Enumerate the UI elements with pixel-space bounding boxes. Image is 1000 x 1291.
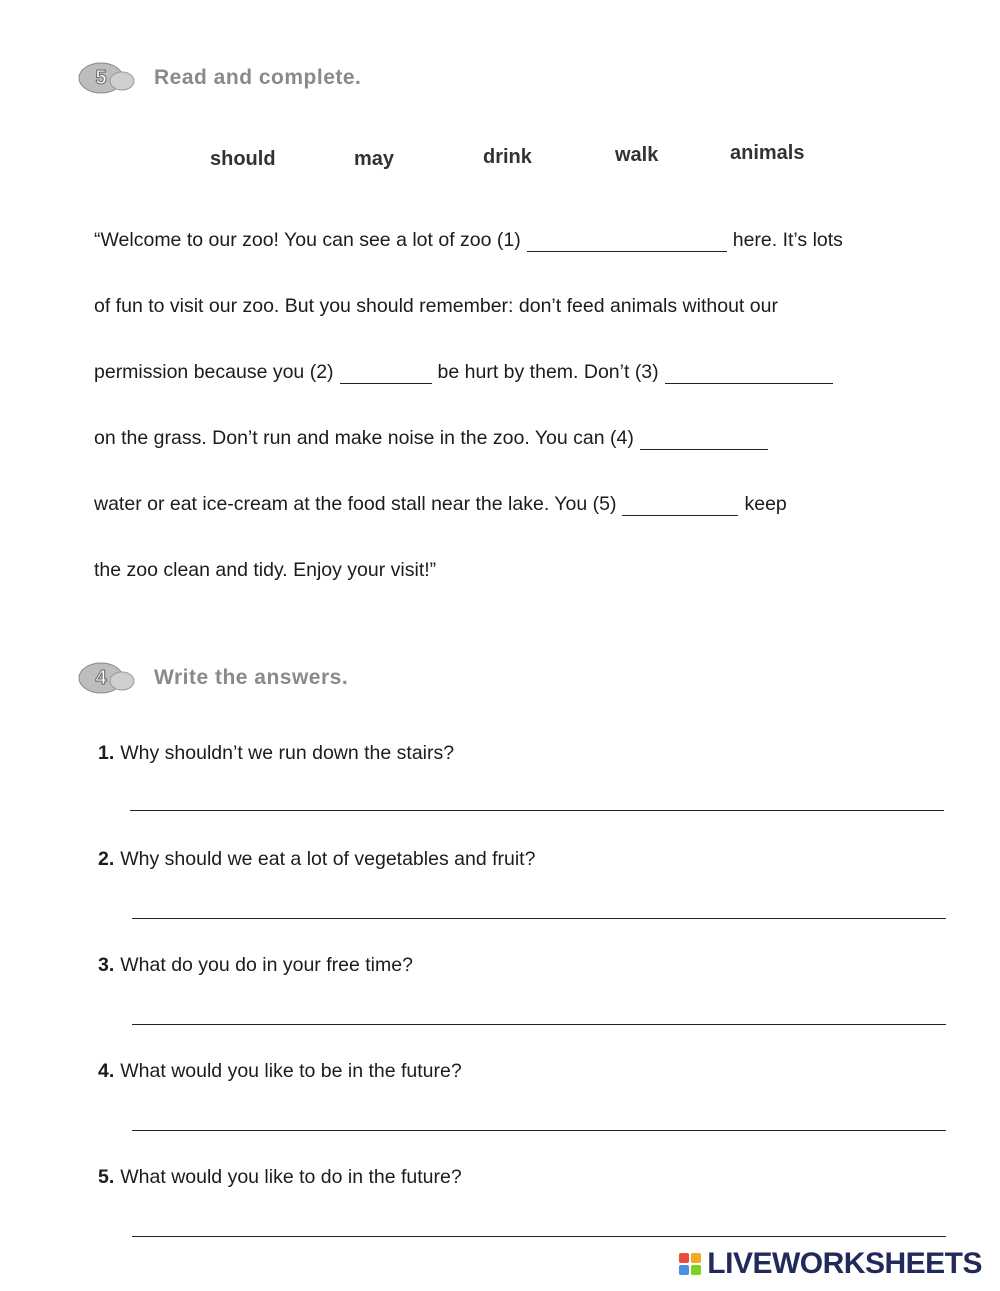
passage-line: “Welcome to our zoo! You can see a lot of zoo (1) here. It’s lots — [94, 229, 843, 251]
word-bank-item: should — [210, 148, 276, 170]
section-number-badge — [78, 61, 138, 95]
word-bank-item: drink — [483, 146, 532, 168]
section-header-read-complete — [78, 58, 361, 98]
logo-square — [679, 1265, 689, 1275]
liveworksheets-logo — [679, 1247, 982, 1281]
blank-4-input[interactable] — [640, 429, 768, 450]
logo-square — [691, 1253, 701, 1263]
logo-square — [679, 1253, 689, 1263]
answer-3-input[interactable] — [132, 1000, 946, 1025]
section-title: Write the answers. — [154, 666, 349, 689]
section-number: 5 — [95, 66, 107, 89]
section-header-write-answers — [78, 658, 348, 698]
passage-line: the zoo clean and tidy. Enjoy your visit!” — [94, 559, 437, 581]
passage-line: on the grass. Don’t run and make noise in the zoo. You can (4) — [94, 420, 774, 450]
section-title: Read and complete. — [154, 66, 362, 89]
logo-mark-icon — [679, 1253, 701, 1275]
blank-2-input[interactable] — [340, 363, 432, 384]
answer-5-input[interactable] — [132, 1212, 946, 1237]
question: 5. What would you like to do in the future? — [98, 1166, 462, 1188]
question: 2. Why should we eat a lot of vegetables and fruit? — [98, 848, 536, 870]
logo-square — [691, 1265, 701, 1275]
section-number: 4 — [95, 666, 107, 689]
passage-line: of fun to visit our zoo. But you should remember: don’t feed animals without our — [94, 295, 778, 317]
answer-4-input[interactable] — [132, 1106, 946, 1131]
word-bank-item: walk — [615, 144, 659, 166]
word-bank-item: animals — [730, 142, 805, 164]
passage-line: water or eat ice-cream at the food stall near the lake. You (5) keep — [94, 493, 787, 515]
blank-3-input[interactable] — [665, 363, 833, 384]
blank-5-input[interactable] — [622, 495, 738, 516]
word-bank-item: may — [354, 148, 395, 170]
passage-line: permission because you (2) be hurt by them. Don’t (3) — [94, 354, 839, 384]
question: 4. What would you like to be in the future? — [98, 1060, 462, 1082]
answer-2-input[interactable] — [132, 894, 946, 919]
question: 1. Why shouldn’t we run down the stairs? — [98, 742, 455, 764]
logo-text: LIVEWORKSHEETS — [707, 1247, 982, 1280]
section-number-badge — [78, 661, 138, 695]
answer-1-input[interactable] — [130, 786, 944, 811]
question: 3. What do you do in your free time? — [98, 954, 413, 976]
word-bank — [0, 142, 1000, 176]
blank-1-input[interactable] — [527, 231, 727, 252]
